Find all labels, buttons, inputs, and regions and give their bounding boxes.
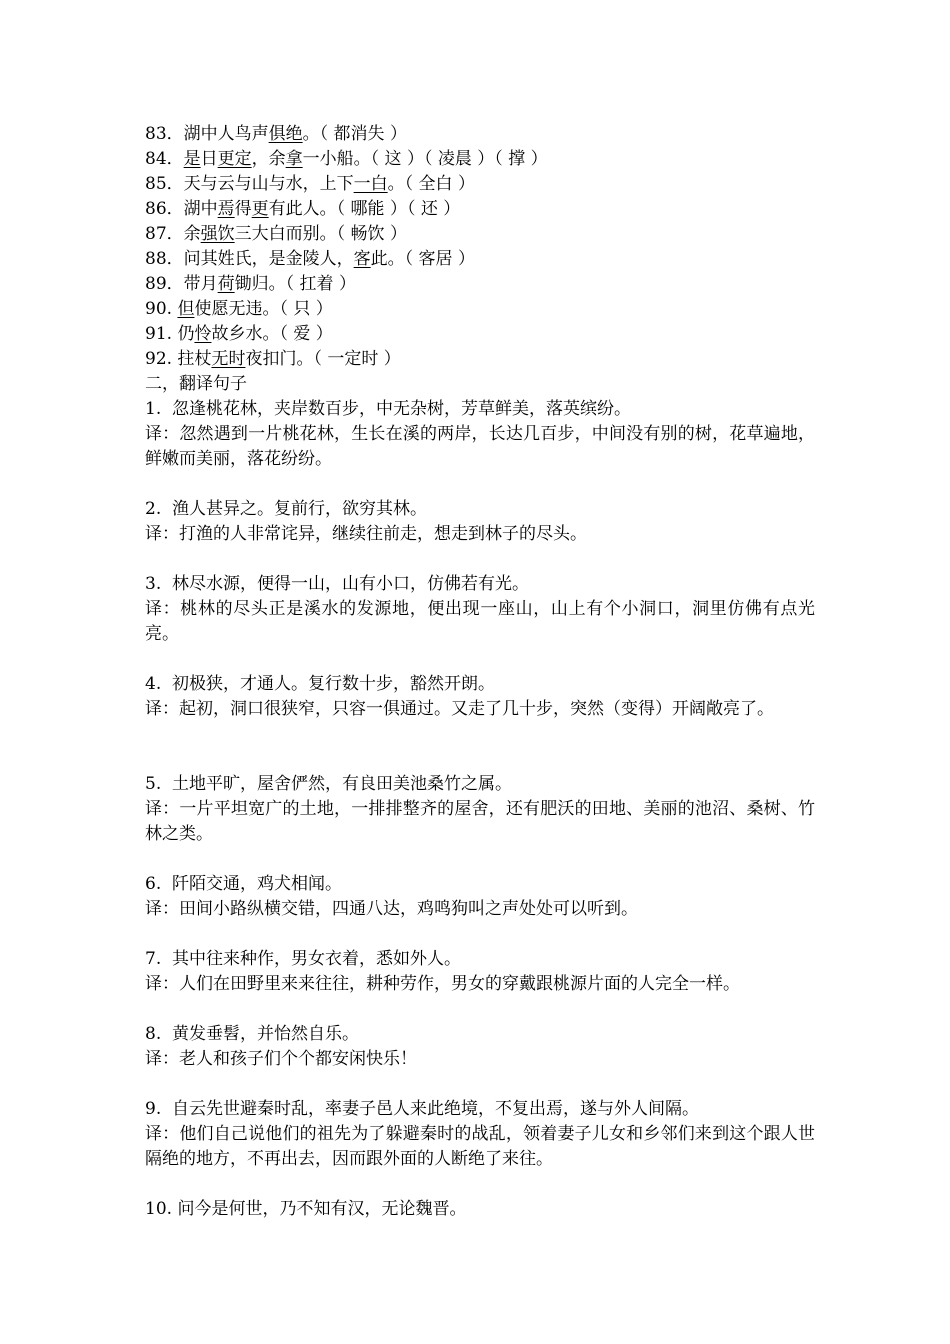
vocab-text: 余 — [183, 224, 201, 244]
vocab-list — [145, 122, 815, 372]
vocab-item — [145, 247, 815, 272]
spacer — [145, 847, 815, 872]
underlined-word: 客 — [353, 249, 371, 269]
sentence-translation: 译：桃林的尽头正是溪水的发源地，便出现一座山，山上有个小洞口，洞里仿佛有点光亮。 — [145, 599, 815, 644]
vocab-number: 83． — [145, 124, 184, 144]
underlined-word: 俱绝 — [268, 124, 303, 144]
sentence-question: 10. 问今是何世，乃不知有汉，无论魏晋。 — [145, 1199, 467, 1219]
vocab-item — [145, 172, 815, 197]
sentence-question: 5. 土地平旷，屋舍俨然，有良田美池桑竹之属。 — [145, 774, 513, 794]
underlined-word: 更 — [251, 199, 269, 219]
vocab-text: 故乡水。（ 爱 ） — [211, 324, 333, 344]
vocab-number: 88． — [145, 249, 184, 269]
sentence-question: 2. 渔人甚异之。复前行，欲穷其林。 — [145, 499, 428, 519]
spacer — [145, 997, 815, 1022]
sentence-question: 7. 其中往来种作，男女衣着，悉如外人。 — [145, 949, 462, 969]
vocab-text: ，余 — [251, 149, 286, 169]
vocab-text: 。（ 全白 ） — [387, 174, 475, 194]
vocab-text: 夜扣门。（ 一定时 ） — [245, 349, 401, 369]
sentence-translation: 译：一片平坦宽广的土地，一排排整齐的屋舍，还有肥沃的田地、美丽的池沼、桑树、竹林之类。 — [145, 799, 815, 844]
vocab-text: 天与云与山与水，上下 — [183, 174, 354, 194]
document-page — [145, 122, 815, 1222]
vocab-text: 此。（ 客居 ） — [370, 249, 475, 269]
vocab-text: 湖中人鸟声 — [183, 124, 269, 144]
vocab-item — [145, 197, 815, 222]
underlined-word: 强饮 — [200, 224, 235, 244]
sentence-question: 6. 阡陌交通，鸡犬相闻。 — [145, 874, 343, 894]
underlined-word: 更定 — [217, 149, 252, 169]
sentence-translation: 译：忽然遇到一片桃花林，生长在溪的两岸，长达几百步，中间没有别的树，花草遍地，鲜嫩而美丽，落花纷纷。 — [145, 424, 815, 469]
vocab-text: 日 — [200, 149, 218, 169]
vocab-text: 有此人。（ 哪能 ）（ 还 ） — [268, 199, 461, 219]
underlined-word: 荷 — [217, 274, 235, 294]
vocab-text: 问其姓氏，是金陵人， — [183, 249, 354, 269]
sentence-question: 4. 初极狭，才通人。复行数十步，豁然开朗。 — [145, 674, 496, 694]
vocab-number: 92. — [145, 349, 178, 369]
vocab-text: 带月 — [183, 274, 218, 294]
vocab-number: 90. — [145, 299, 178, 319]
vocab-number: 91. — [145, 324, 178, 344]
sentence-translation: 译：他们自己说他们的祖先为了躲避秦时的战乱，领着妻子儿女和乡邻们来到这个跟人世隔绝的地方，不再出去，因而跟外面的人断绝了来往。 — [145, 1124, 815, 1169]
underlined-word: 拿 — [285, 149, 303, 169]
sentence-question: 1. 忽逢桃花林，夹岸数百步，中无杂树，芳草鲜美，落英缤纷。 — [145, 399, 632, 419]
vocab-item — [145, 222, 815, 247]
underlined-word: 一白 — [353, 174, 388, 194]
spacer — [145, 922, 815, 947]
spacer — [145, 472, 815, 497]
vocab-text: 拄杖 — [177, 349, 212, 369]
underlined-word: 是 — [183, 149, 201, 169]
translation-list — [145, 397, 815, 1222]
sentence-translation: 译：人们在田野里来来往往，耕种劳作，男女的穿戴跟桃源片面的人完全一样。 — [145, 974, 740, 994]
vocab-item — [145, 147, 815, 172]
underlined-word: 无时 — [211, 349, 246, 369]
vocab-number: 84． — [145, 149, 184, 169]
underlined-word: 焉 — [217, 199, 235, 219]
vocab-number: 85． — [145, 174, 184, 194]
sentence-translation: 译：田间小路纵横交错，四通八达，鸡鸣狗叫之声处处可以听到。 — [145, 899, 638, 919]
sentence-translation: 译：打渔的人非常诧异，继续往前走，想走到林子的尽头。 — [145, 524, 587, 544]
vocab-text: 得 — [234, 199, 252, 219]
sentence-translation: 译：老人和孩子们个个都安闲快乐！ — [145, 1049, 417, 1069]
vocab-number: 86． — [145, 199, 184, 219]
vocab-item — [145, 297, 815, 322]
sentence-question: 9. 自云先世避秦时乱，率妻子邑人来此绝境，不复出焉，遂与外人间隔。 — [145, 1099, 700, 1119]
vocab-text: 使愿无违。（ 只 ） — [194, 299, 333, 319]
vocab-item — [145, 322, 815, 347]
vocab-text: 仍 — [177, 324, 195, 344]
spacer — [145, 547, 815, 572]
vocab-text: 湖中 — [183, 199, 218, 219]
vocab-item — [145, 122, 815, 147]
spacer — [145, 1072, 815, 1097]
vocab-text: 三大白而别。（ 畅饮 ） — [234, 224, 407, 244]
sentence-question: 8. 黄发垂髫，并怡然自乐。 — [145, 1024, 360, 1044]
vocab-number: 89． — [145, 274, 184, 294]
vocab-item — [145, 347, 815, 372]
vocab-text: 一小船。（ 这 ）（ 凌晨 ）（ 撑 ） — [302, 149, 548, 169]
vocab-number: 87． — [145, 224, 184, 244]
vocab-text: 锄归。（ 扛着 ） — [234, 274, 356, 294]
sentence-translation: 译：起初，洞口很狭窄，只容一俱通过。又走了几十步，突然（变得）开阔敞亮了。 — [145, 699, 774, 719]
section-title: 二，翻译句子 — [145, 374, 247, 394]
vocab-item — [145, 272, 815, 297]
underlined-word: 但 — [177, 299, 195, 319]
vocab-text: 。（ 都消失 ） — [302, 124, 407, 144]
underlined-word: 怜 — [194, 324, 212, 344]
spacer — [145, 1172, 815, 1197]
spacer — [145, 647, 815, 672]
sentence-question: 3. 林尽水源，便得一山，山有小口，仿佛若有光。 — [145, 574, 530, 594]
spacer — [145, 722, 815, 772]
